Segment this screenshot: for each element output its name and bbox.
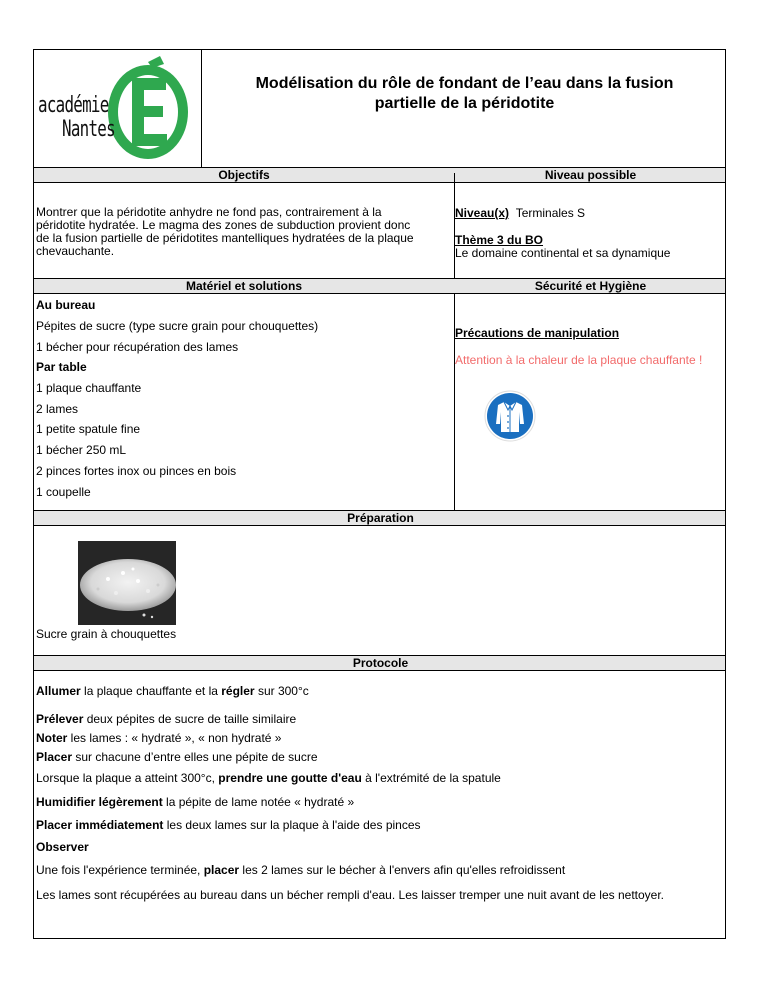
preparation-header: Préparation (347, 511, 414, 525)
securite-header: Sécurité et Hygiène (534, 279, 647, 293)
logo-text-line1: académie (38, 93, 109, 118)
niveau-row (455, 206, 585, 220)
niveau-header: Niveau possible (544, 168, 637, 182)
objectifs-divider (454, 173, 455, 279)
list-item: 1 bécher pour récupération des lames (36, 340, 239, 354)
step-keyword: Prélever (36, 712, 84, 726)
sugar-photo (78, 541, 176, 625)
document-sheet (33, 49, 726, 939)
niveau-value: Terminales S (515, 206, 586, 220)
list-item: Au bureau (36, 298, 96, 312)
step-text: sur chacune d’entre elles une pépite de sucre (72, 750, 318, 764)
step-text: deux pépites de sucre de taille similaire (83, 712, 297, 726)
step-text: sur 300°c (254, 684, 309, 698)
theme-label: Thème 3 du BO (455, 233, 544, 247)
protocole-step (36, 731, 281, 745)
objectifs-line: péridotite hydratée. Le magma des zones de subduction provient donc (36, 218, 411, 232)
step-keyword: Observer (36, 840, 89, 854)
objectifs-line: chevauchante. (36, 244, 115, 258)
page-title (202, 74, 727, 114)
step-keyword: placer (203, 863, 240, 877)
step-text: les lames : « hydraté », « non hydraté » (67, 731, 282, 745)
list-item: 1 petite spatule fine (36, 422, 141, 436)
title-line2: partielle de la péridotite (374, 95, 555, 112)
step-keyword: Allumer (36, 684, 81, 698)
protocole-step (36, 863, 565, 877)
step-text: la pépite de lame notée « hydraté » (162, 795, 355, 809)
materiel-header: Matériel et solutions (185, 279, 303, 293)
step-text: les deux lames sur la plaque à l'aide des pinces (163, 818, 421, 832)
list-item: 2 lames (36, 402, 79, 416)
step-text: la plaque chauffante et la (80, 684, 222, 698)
niveau-label: Niveau(x) (455, 206, 510, 220)
step-keyword: Placer (36, 750, 73, 764)
protocole-step (36, 684, 309, 698)
step-keyword: Placer immédiatement (36, 818, 164, 832)
protocole-step (36, 888, 664, 902)
step-keyword: régler (221, 684, 255, 698)
list-item: 2 pinces fortes inox ou pinces en bois (36, 464, 237, 478)
heat-warning: Attention à la chaleur de la plaque chauffante ! (455, 353, 703, 367)
list-item: Par table (36, 360, 87, 374)
sugar-caption: Sucre grain à chouquettes (36, 627, 177, 641)
protocole-step (36, 712, 296, 726)
step-text: Les lames sont récupérées au bureau dans un bécher rempli d'eau. Les laisser tremper une nuit avant de les nettoyer. (36, 888, 664, 902)
protocole-band (34, 655, 725, 671)
step-text: les 2 lames sur le bécher à l'envers afin qu'elles refroidissent (239, 863, 566, 877)
protocole-step (36, 795, 354, 809)
step-text: à l'extrémité de la spatule (361, 771, 501, 785)
precautions-title: Précautions de manipulation (455, 326, 620, 340)
theme-value: Le domaine continental et sa dynamique (455, 246, 671, 260)
objectifs-header: Objectifs (218, 168, 270, 182)
list-item: 1 plaque chauffante (36, 381, 142, 395)
protocole-step (36, 750, 318, 764)
step-keyword: prendre une goutte d'eau (218, 771, 362, 785)
protocole-step (36, 840, 89, 854)
protocole-header: Protocole (352, 656, 409, 670)
protocole-step (36, 818, 421, 832)
list-item: 1 bécher 250 mL (36, 443, 127, 457)
objectifs-line: de la fusion partielle de péridotites mantelliques hydratées de la plaque (36, 231, 414, 245)
objectifs-band (34, 167, 725, 183)
lab-coat-icon (484, 390, 536, 442)
materiel-band (34, 278, 725, 294)
logo-text-line2: Nantes (62, 117, 115, 142)
objectifs-line: Montrer que la péridotite anhydre ne fond pas, contrairement à la (36, 205, 382, 219)
step-text: Une fois l'expérience terminée, (36, 863, 204, 877)
academie-logo (36, 54, 199, 164)
preparation-band (34, 510, 725, 526)
step-keyword: Humidifier légèrement (36, 795, 163, 809)
list-item: Pépites de sucre (type sucre grain pour chouquettes) (36, 319, 319, 333)
protocole-step (36, 771, 501, 785)
step-text: Lorsque la plaque a atteint 300°c, (36, 771, 219, 785)
list-item: 1 coupelle (36, 485, 91, 499)
step-keyword: Noter (36, 731, 68, 745)
title-line1: Modélisation du rôle de fondant de l’eau dans la fusion (255, 75, 674, 92)
